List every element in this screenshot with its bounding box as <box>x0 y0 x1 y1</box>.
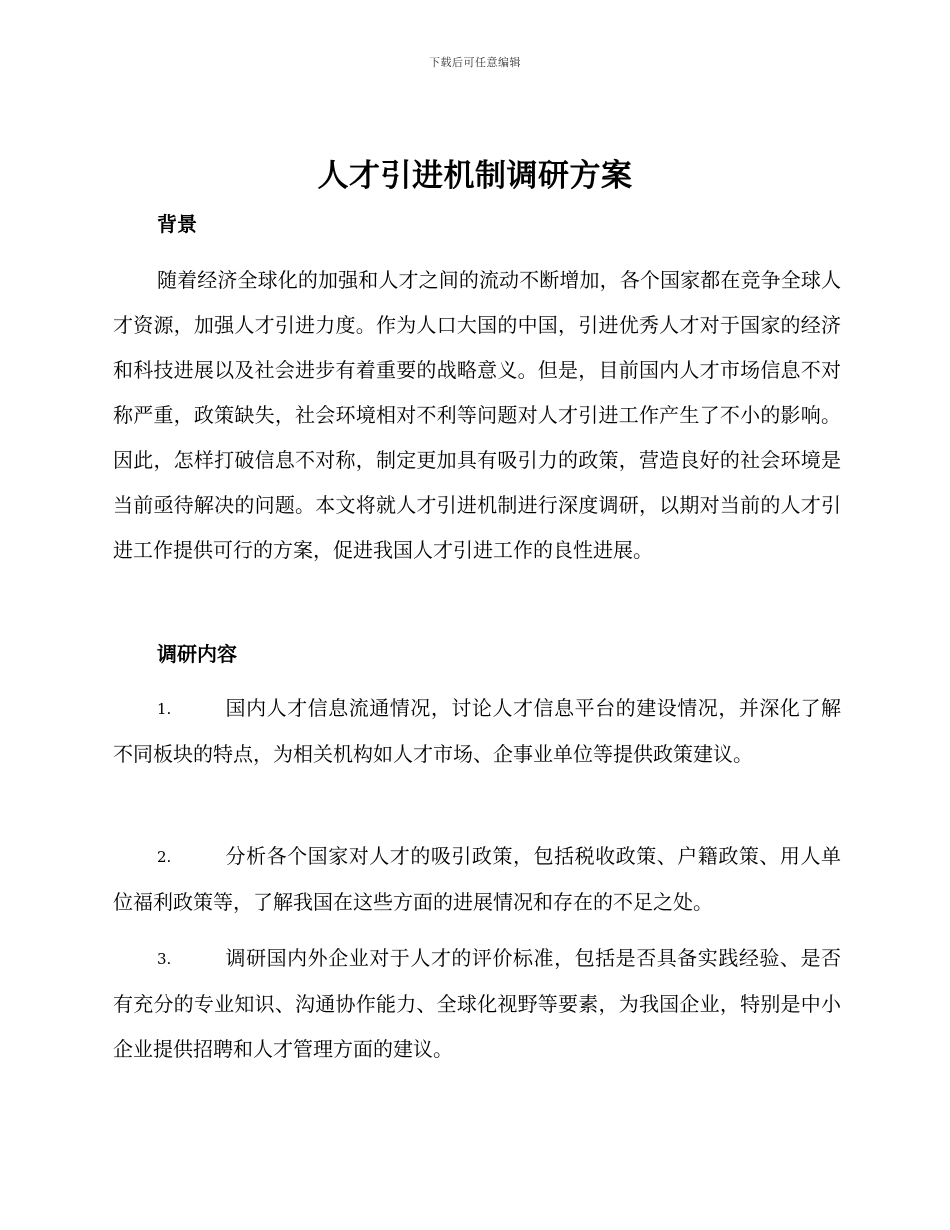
page-header-note: 下载后可任意编辑 <box>429 56 521 69</box>
item-number: 2. <box>157 848 172 866</box>
document-title: 人才引进机制调研方案 <box>317 158 633 194</box>
background-paragraph: 随着经济全球化的加强和人才之间的流动不断增加，各个国家都在竞争全球人才资源，加强人才引进力度。作为人口大国的中国，引进优秀人才对于国家的经济和科技进展以及社会进步有着重要的战略意义。但是，目前国内人才市场信息不对称严重，政策缺失，社会环境相对不利等问题对人才引进工作产生了不小的影响。因此，怎样打破信息不对称，制定更加具有吸引力的政策，营造良好的社会环境是当前亟待解决的问题。本文将就人才引进机制进行深度调研，以期对当前的人才引进工作提供可行的方案，促进我国人才引进工作的良性进展。 <box>113 268 841 562</box>
item-number: 1. <box>157 700 172 718</box>
section-heading-research-content: 调研内容 <box>157 642 237 666</box>
item-text: 国内人才信息流通情况，讨论人才信息平台的建设情况，并深化了解不同板块的特点，为相关机构如人才市场、企事业单位等提供政策建议。 <box>113 696 841 766</box>
research-item-3 <box>113 936 841 1072</box>
item-number: 3. <box>157 950 172 968</box>
item-text: 调研国内外企业对于人才的评价标准，包括是否具备实践经验、是否有充分的专业知识、沟通协作能力、全球化视野等要素，为我国企业，特别是中小企业提供招聘和人才管理方面的建议。 <box>113 946 841 1061</box>
section-heading-background: 背景 <box>157 212 197 236</box>
research-item-2 <box>113 834 841 925</box>
research-item-1 <box>113 686 841 777</box>
item-text: 分析各个国家对人才的吸引政策，包括税收政策、户籍政策、用人单位福利政策等，了解我国在这些方面的进展情况和存在的不足之处。 <box>113 844 841 914</box>
